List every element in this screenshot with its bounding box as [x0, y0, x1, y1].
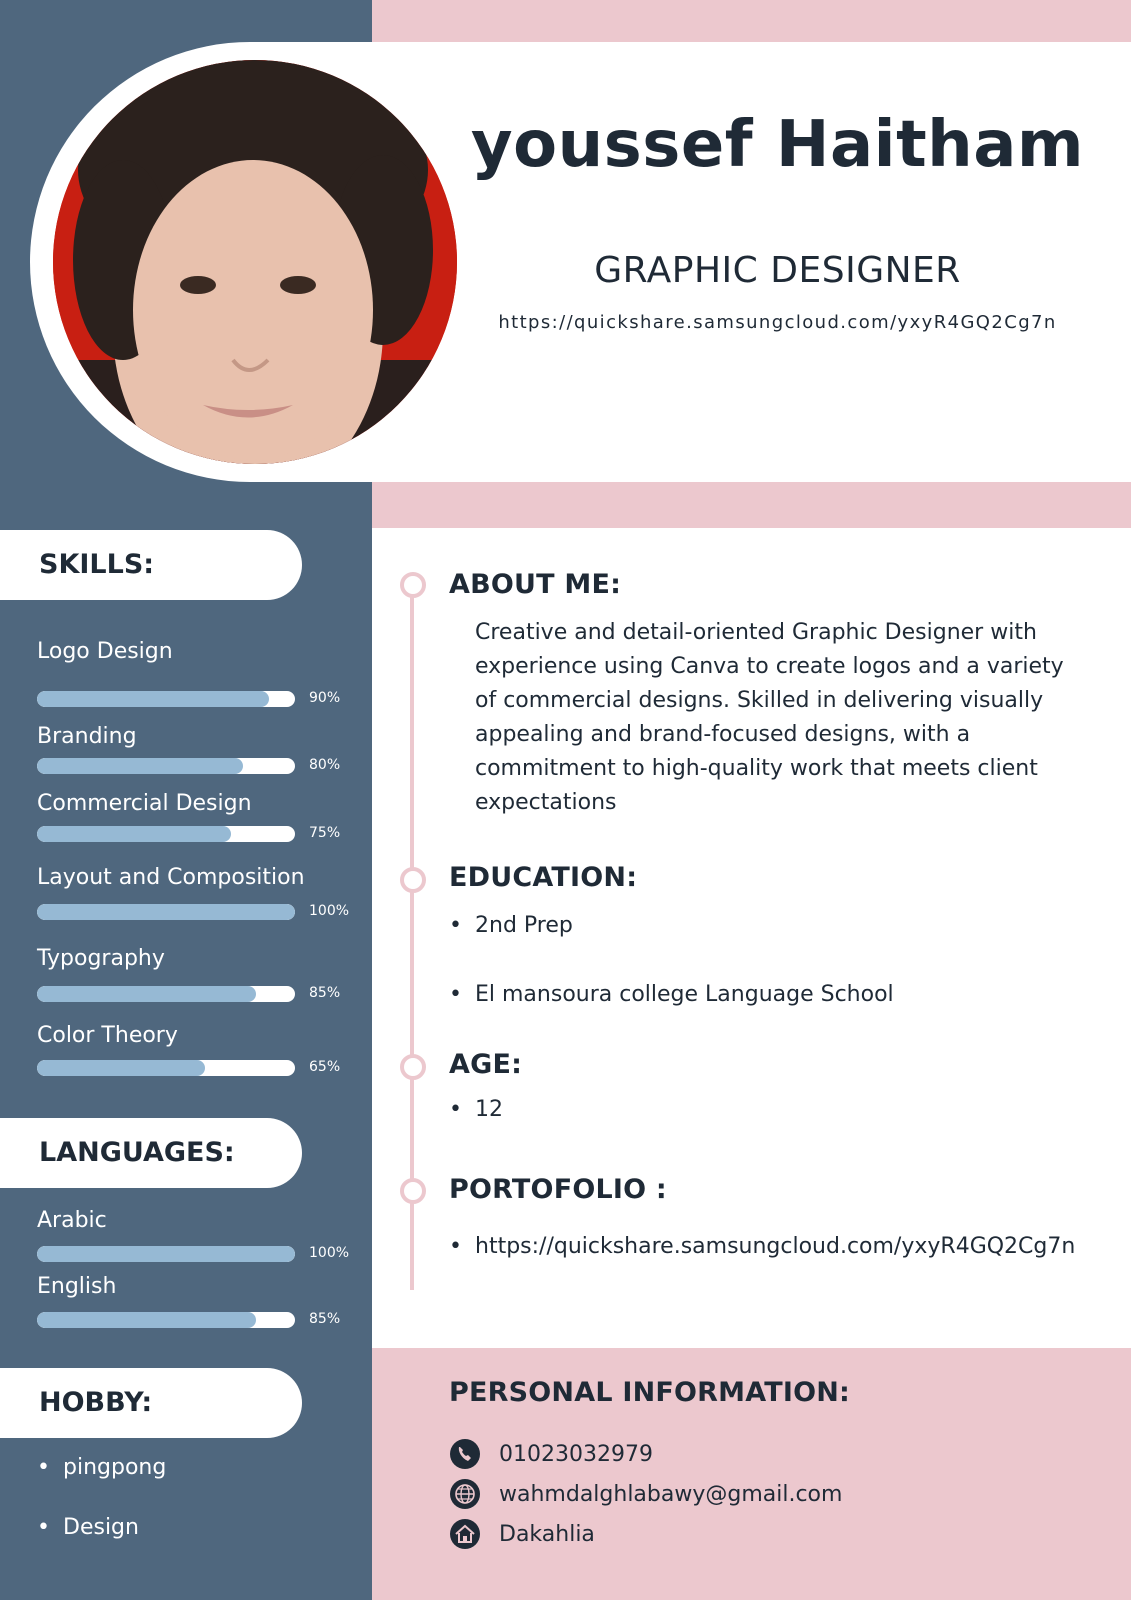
- language-bar-fill: [37, 1246, 295, 1262]
- header-link[interactable]: https://quickshare.samsungcloud.com/yxyR4GQ2Cg7n: [498, 312, 1057, 333]
- home-icon: [449, 1518, 481, 1550]
- email-row[interactable]: [449, 1478, 842, 1510]
- personal-info-heading: PERSONAL INFORMATION:: [449, 1377, 851, 1408]
- education-heading: EDUCATION:: [449, 862, 638, 893]
- hobby-heading: HOBBY:: [39, 1387, 153, 1418]
- hobby-heading-pill: [0, 1368, 302, 1438]
- skill-label: Logo Design: [37, 639, 173, 664]
- skill-bar-fill: [37, 691, 269, 707]
- location-row: [449, 1518, 595, 1550]
- globe-icon: [449, 1478, 481, 1510]
- timeline-dot: [400, 572, 426, 598]
- skill-percent: 100%: [309, 903, 350, 919]
- language-percent: 85%: [309, 1311, 341, 1327]
- language-percent: 100%: [309, 1245, 350, 1261]
- phone-number: 01023032979: [499, 1441, 653, 1467]
- skill-bar: [37, 904, 295, 920]
- skill-label: Typography: [37, 946, 165, 971]
- skill-percent: 85%: [309, 985, 341, 1001]
- location: Dakahlia: [499, 1521, 595, 1547]
- age-item: • 12: [449, 1097, 503, 1122]
- language-bar-fill: [37, 1312, 256, 1328]
- job-title: GRAPHIC DESIGNER: [594, 250, 961, 291]
- skill-bar: [37, 986, 295, 1002]
- skill-percent: 80%: [309, 757, 341, 773]
- skill-label: Commercial Design: [37, 791, 252, 816]
- skill-label: Branding: [37, 724, 137, 749]
- skill-bar-fill: [37, 904, 295, 920]
- skill-label: Color Theory: [37, 1023, 178, 1048]
- skill-bar-fill: [37, 758, 243, 774]
- skill-label: Layout and Composition: [37, 865, 305, 890]
- skill-bar: [37, 758, 295, 774]
- phone-icon: [449, 1438, 481, 1470]
- language-label: Arabic: [37, 1208, 107, 1233]
- portfolio-link[interactable]: • https://quickshare.samsungcloud.com/yxyR4GQ2Cg7n: [449, 1234, 1075, 1259]
- skills-heading: SKILLS:: [39, 549, 155, 580]
- language-bar: [37, 1246, 295, 1262]
- skill-bar-fill: [37, 1060, 205, 1076]
- skill-bar: [37, 826, 295, 842]
- languages-heading: LANGUAGES:: [39, 1137, 235, 1168]
- skill-bar: [37, 691, 295, 707]
- skill-percent: 65%: [309, 1059, 341, 1075]
- languages-heading-pill: [0, 1118, 302, 1188]
- language-bar: [37, 1312, 295, 1328]
- skill-bar: [37, 1060, 295, 1076]
- email-address: wahmdalghlabawy@gmail.com: [499, 1481, 843, 1507]
- skill-percent: 90%: [309, 690, 341, 706]
- about-text: Creative and detail-oriented Graphic Designer with experience using Canva to create logos and a variety of commercial designs. Skilled in delivering visually appealing and brand-focused designs, with a commitment to high-quality work that meets client expectations: [475, 620, 1064, 815]
- phone-row[interactable]: [449, 1438, 653, 1470]
- timeline-dot: [400, 867, 426, 893]
- candidate-name: youssef Haitham: [470, 108, 1085, 182]
- education-item: • El mansoura college Language School: [449, 982, 894, 1007]
- skill-bar-fill: [37, 826, 231, 842]
- language-label: English: [37, 1274, 117, 1299]
- timeline-dot: [400, 1054, 426, 1080]
- portfolio-heading: PORTOFOLIO :: [449, 1174, 667, 1205]
- skill-percent: 75%: [309, 825, 341, 841]
- header-band-bottom: [372, 482, 1131, 528]
- age-heading: AGE:: [449, 1049, 523, 1080]
- skill-bar-fill: [37, 986, 256, 1002]
- education-item: • 2nd Prep: [449, 913, 573, 938]
- timeline-dot: [400, 1178, 426, 1204]
- hobby-item: • pingpong: [37, 1455, 166, 1480]
- about-heading: ABOUT ME:: [449, 569, 622, 600]
- header-band-top: [372, 0, 1131, 42]
- profile-photo: [53, 60, 457, 464]
- hobby-item: • Design: [37, 1515, 139, 1540]
- skills-heading-pill: [0, 530, 302, 600]
